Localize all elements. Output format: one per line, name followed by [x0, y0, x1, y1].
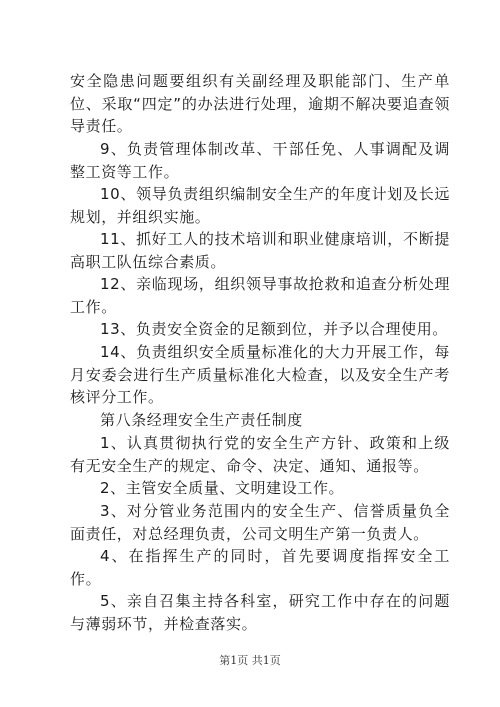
paragraph-item-12: 12、亲临现场，组织领导事故抢救和追查分析处理工作。 — [70, 275, 450, 316]
paragraph-item-13: 13、负责安全资金的足额到位，并予以合理使用。 — [100, 320, 448, 339]
paragraph-item-11: 11、抓好工人的技术培训和职业健康培训，不断提高职工队伍综合素质。 — [70, 230, 450, 271]
paragraph-item-10: 10、领导负责组织编制安全生产的年度计划及长远规划，并组织实施。 — [70, 185, 450, 226]
paragraph-intro: 安全隐患问题要组织有关副经理及职能部门、生产单位、采取“四定”的办法进行处理，逾期不解决要追查领导责任。 — [70, 72, 450, 136]
paragraph-item-4: 4、在指挥生产的同时，首先要调度指挥安全工作。 — [70, 547, 450, 588]
paragraph-item-14: 14、负责组织安全质量标准化的大力开展工作，每月安委会进行生产质量标准化大检查，以及安全生产考核评分工作。 — [70, 343, 450, 407]
paragraph-item-2: 2、主管安全质量、文明建设工作。 — [100, 479, 345, 498]
paragraph-item-3: 3、对分管业务范围内的安全生产、信誉质量负全面责任，对总经理负责，公司文明生产第一负责人。 — [70, 502, 450, 543]
paragraph-item-5: 5、亲自召集主持各科室，研究工作中存在的问题与薄弱环节，并检查落实。 — [70, 592, 450, 633]
section-heading-article-8: 第八条经理安全生产责任制度 — [100, 411, 303, 430]
page-footer: 第1页 共1页 — [219, 654, 281, 667]
paragraph-item-1: 1、认真贯彻执行党的安全生产方针、政策和上级有无安全生产的规定、命令、决定、通知、通报等。 — [70, 434, 450, 475]
paragraph-item-9: 9、负责管理体制改革、干部任免、人事调配及调整工资等工作。 — [70, 140, 450, 181]
